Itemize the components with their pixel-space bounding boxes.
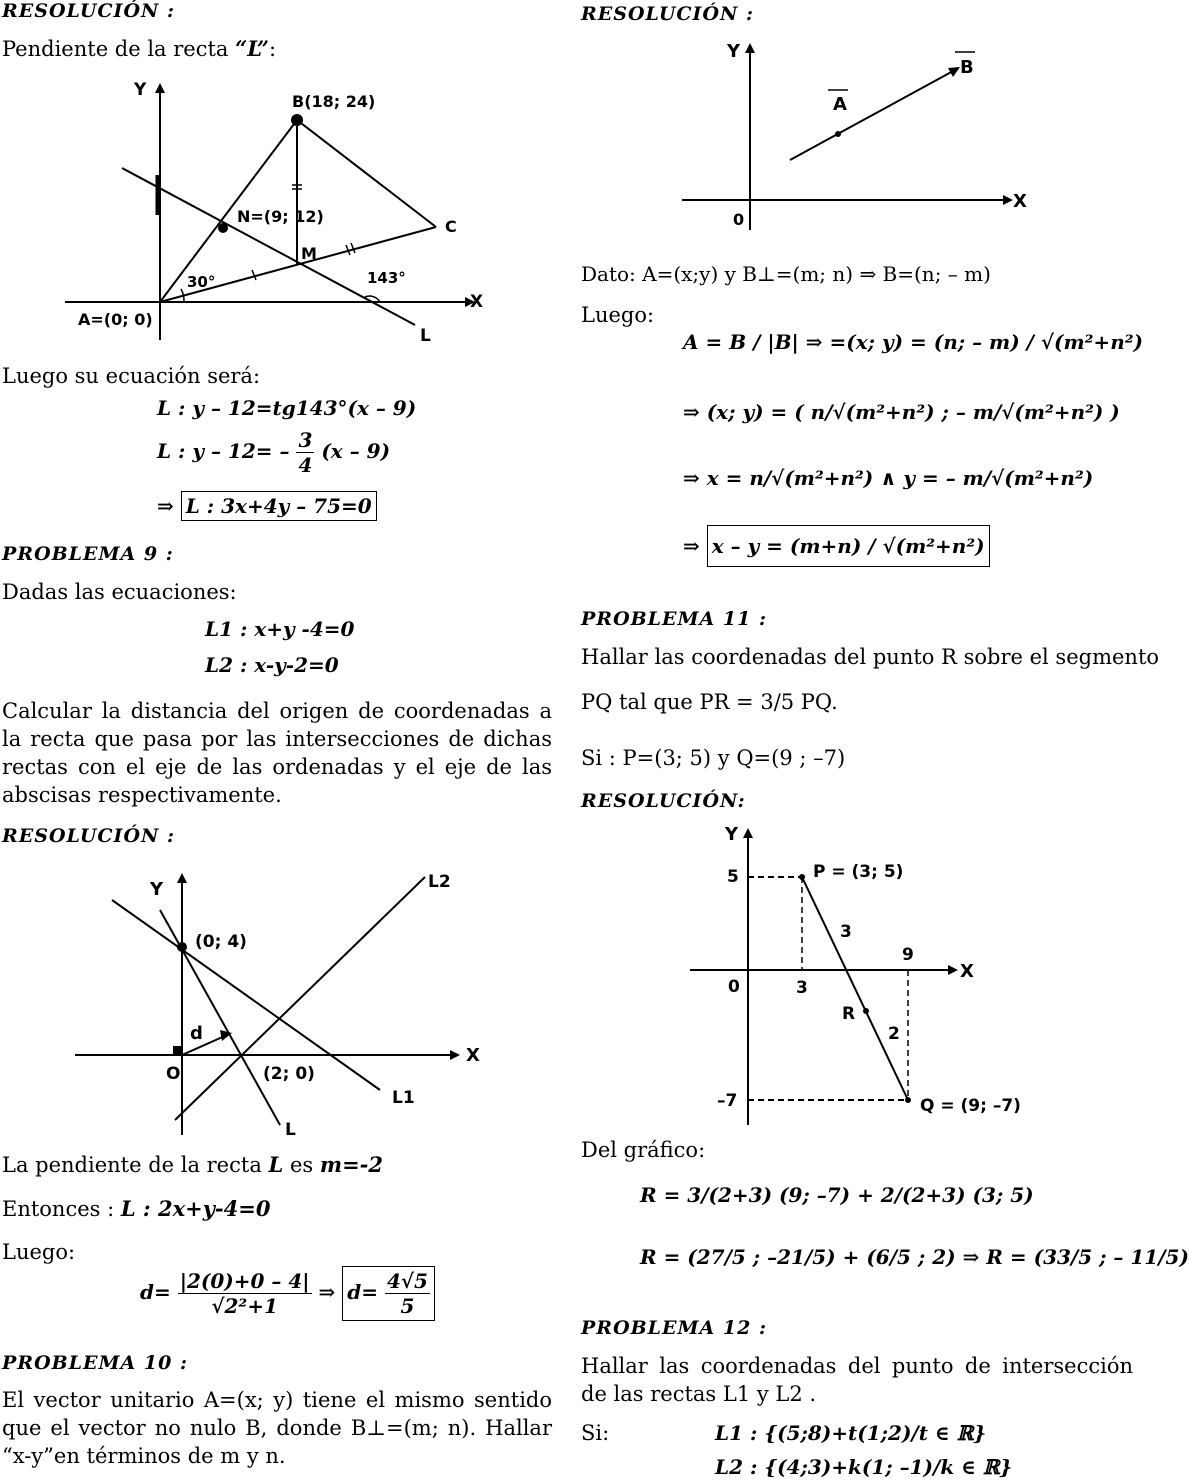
resolution-heading-3: RESOLUCIÓN : <box>581 3 754 25</box>
unit-vector-line-2: ⇒ (x; y) = ( n/√(m²+n²) ; – m/√(m²+n²) ) <box>683 400 1120 424</box>
fig4-segment-2: 2 <box>888 1024 900 1044</box>
fig1-line-l: L <box>420 326 431 346</box>
fig4-point-p: P = (3; 5) <box>813 862 904 882</box>
unit-vector-line-1: A = B / |B| ⇒ =(x; y) = (n; – m) / √(m²+n²) <box>683 330 1143 354</box>
slope-es: es <box>283 1153 320 1177</box>
distance-formula <box>140 1266 435 1321</box>
fig1-y-label: Y <box>134 80 147 100</box>
fig2-point-2-0: (2; 0) <box>263 1064 315 1084</box>
slope-var: L <box>268 1152 284 1177</box>
fig1-x-label: X <box>470 292 484 312</box>
p10-statement: El vector unitario A=(x; y) tiene el mismo sentido que el vector no nulo B, donde B⊥=(m; n). Hallar “x-y”en términos de m y n. <box>2 1388 552 1468</box>
slope-statement <box>2 1152 383 1177</box>
fig1-point-a: A=(0; 0) <box>78 310 153 329</box>
p9-statement: Calcular la distancia del origen de coordenadas a la recta que pasa por las intersecciones de dichas rectas con el eje de las ordenadas y el eje de las abscisas respectivamente. <box>2 699 552 807</box>
fig2-distance-d: d <box>190 1023 203 1044</box>
problem-12-title: PROBLEMA 12 : <box>581 1317 767 1339</box>
fig2-line-l2: L2 <box>428 872 451 892</box>
p11-given-points: Si : P=(3; 5) y Q=(9 ; –7) <box>581 746 846 770</box>
dato-line: Dato: A=(x;y) y B⊥=(m; n) ⇒ B=(n; – m) <box>581 262 991 286</box>
fig3-vector-a: A <box>833 94 847 115</box>
p12-si: Si: <box>581 1421 610 1445</box>
figure-segment-division <box>680 820 1040 1130</box>
slope-value: m=-2 <box>319 1152 383 1177</box>
fig2-line-l1: L1 <box>392 1088 415 1108</box>
fig1-point-m: M <box>301 244 317 263</box>
d-arrow: ⇒ <box>318 1280 336 1304</box>
d-lhs: d= <box>140 1280 171 1304</box>
d-box-numerator: 4√5 <box>386 1269 428 1293</box>
fig4-x-label: X <box>960 961 974 982</box>
fig2-point-0-4: (0; 4) <box>195 932 247 952</box>
d-numerator: |2(0)+0 – 4| <box>179 1269 310 1293</box>
entonces-line <box>2 1196 270 1221</box>
fig1-angle-30: 30° <box>187 273 216 291</box>
p12-line-l1: L1 : {(5;8)+t(1;2)/t ∈ ℝ} <box>715 1421 987 1445</box>
fig1-point-n: N=(9; 12) <box>237 207 324 226</box>
slope-colon: : <box>269 37 277 61</box>
fig4-tick-9: 9 <box>902 945 914 965</box>
boxed-result-line-l: L : 3x+4y – 75=0 <box>181 491 377 521</box>
unit-vector-line-4 <box>683 525 990 567</box>
fig4-origin: 0 <box>728 977 740 997</box>
eq2-denominator: 4 <box>298 453 313 477</box>
resolution-heading-1: RESOLUCIÓN : <box>2 0 175 22</box>
slope-intro <box>2 36 276 61</box>
fig4-y-label: Y <box>725 824 739 845</box>
problem-11-title: PROBLEMA 11 : <box>581 608 767 630</box>
luego-label-left: Luego: <box>2 1240 76 1264</box>
unit-vector-line-3: ⇒ x = n/√(m²+n²) ∧ y = – m/√(m²+n²) <box>683 466 1094 490</box>
fig2-line-l: L <box>285 1120 296 1140</box>
figure-triangle-line <box>60 75 500 360</box>
boxed-x-minus-y: x – y = (m+n) / √(m²+n²) <box>707 525 990 567</box>
fig3-origin: 0 <box>733 210 745 229</box>
r-formula-2: R = (27/5 ; –21/5) + (6/5 ; 2) ⇒ R = (33/5 ; – 11/5) <box>640 1245 1189 1269</box>
p9-equation-l2: L2 : x-y-2=0 <box>205 653 339 677</box>
eq-line-1: L : y – 12=tg143°(x – 9) <box>157 396 417 420</box>
fig4-tick-3: 3 <box>796 978 808 998</box>
slope-line-name: “L” <box>235 36 270 61</box>
fig1-point-b: B(18; 24) <box>292 92 376 111</box>
resolution-heading-4: RESOLUCIÓN: <box>581 790 746 812</box>
problem-10-title: PROBLEMA 10 : <box>2 1352 188 1374</box>
fig4-tick-neg7: –7 <box>717 1091 738 1111</box>
entonces-equation: L : 2x+y-4=0 <box>120 1196 271 1221</box>
slope-intro-text: Pendiente de la recta <box>2 37 236 61</box>
eq-line-2 <box>157 428 390 477</box>
fig3-y-label: Y <box>727 41 741 62</box>
r-formula-1: R = 3/(2+3) (9; –7) + 2/(2+3) (3; 5) <box>640 1183 1034 1207</box>
p11-statement-2: PQ tal que PR = 3/5 PQ. <box>581 690 838 714</box>
fig3-vector-b: B <box>960 57 974 78</box>
luego-label-right: Luego: <box>581 303 655 327</box>
fig2-y-label: Y <box>150 879 164 900</box>
boxed-distance-result <box>342 1266 435 1321</box>
fig1-angle-143: 143° <box>367 269 406 287</box>
fig3-x-label: X <box>1013 191 1027 212</box>
p12-statement: Hallar las coordenadas del punto de intersección de las rectas L1 y L2 . <box>581 1354 1133 1406</box>
p9-equation-l1: L1 : x+y -4=0 <box>205 617 355 641</box>
eq2-rhs: (x – 9) <box>321 439 391 463</box>
slope-text: La pendiente de la recta <box>2 1153 269 1177</box>
figure-vectors <box>670 35 1050 245</box>
figure-distance-to-line <box>70 865 500 1145</box>
p9-intro: Dadas las ecuaciones: <box>2 580 237 604</box>
resolution-heading-2: RESOLUCIÓN : <box>2 825 175 847</box>
implies-arrow: ⇒ <box>157 494 174 518</box>
eq2-lhs: L : y – 12= – <box>157 439 290 463</box>
d-box-lhs: d= <box>347 1280 378 1304</box>
eq2-numerator: 3 <box>298 428 313 452</box>
fig2-x-label: X <box>466 1045 480 1066</box>
p11-statement-1: Hallar las coordenadas del punto R sobre el segmento <box>581 645 1160 669</box>
problem-9-title: PROBLEMA 9 : <box>2 543 174 565</box>
fig4-point-q: Q = (9; –7) <box>920 1096 1021 1116</box>
eq-line-3 <box>157 491 377 521</box>
fig4-tick-5: 5 <box>727 867 739 887</box>
eq-intro: Luego su ecuación será: <box>2 364 261 388</box>
del-grafico: Del gráfico: <box>581 1138 706 1162</box>
l4-arrow: ⇒ <box>683 534 700 558</box>
d-denominator: √2²+1 <box>211 1294 278 1318</box>
fig4-segment-3: 3 <box>840 922 852 942</box>
fig1-point-c: C <box>445 217 457 236</box>
fig4-point-r: R <box>842 1004 856 1024</box>
p12-line-l2: L2 : {(4;3)+k(1; –1)/k ∈ ℝ} <box>715 1455 1013 1479</box>
fig2-origin: O <box>166 1064 181 1084</box>
entonces-label: Entonces : <box>2 1197 121 1221</box>
d-box-denominator: 5 <box>400 1294 415 1318</box>
